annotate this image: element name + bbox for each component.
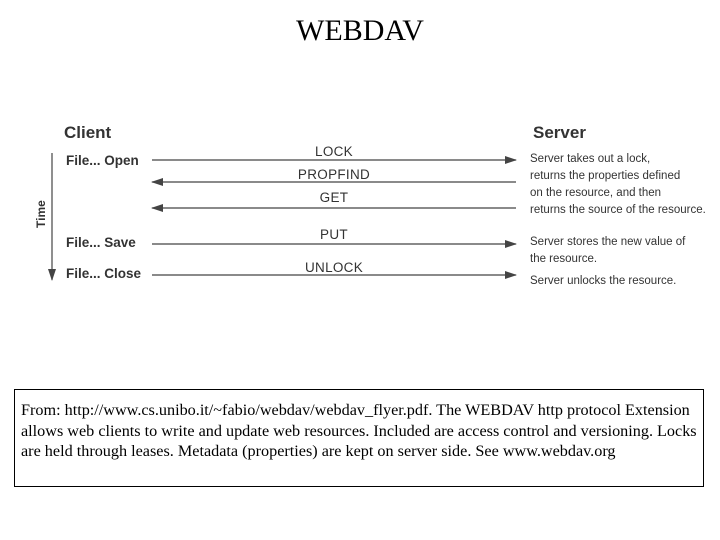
page-title: WEBDAV <box>296 14 424 47</box>
server-header: Server <box>533 123 586 142</box>
server-note-line: Server unlocks the resource. <box>530 275 677 287</box>
message-get-label: GET <box>319 190 349 205</box>
message-propfind-label: PROPFIND <box>297 167 371 182</box>
client-action-save: File... Save <box>66 235 136 250</box>
message-unlock-label: UNLOCK <box>304 260 364 275</box>
server-note-line: returns the source of the resource. <box>530 204 706 216</box>
caption-box: From: http://www.cs.unibo.it/~fabio/webdav/webdav_flyer.pdf. The WEBDAV http protocol Extension allows web clients to write and update web resources. Included are access control and versioning. Locks are held through leases. Metadata (properties) are kept on server side. See www.webdav.org <box>14 389 704 487</box>
message-lock-label: LOCK <box>315 144 353 159</box>
server-note-line: Server takes out a lock, <box>530 153 651 165</box>
server-note-line: returns the properties defined <box>530 170 681 182</box>
time-axis-label: Time <box>34 200 48 228</box>
client-action-open: File... Open <box>66 153 139 168</box>
client-action-close: File... Close <box>66 266 142 281</box>
message-put-label: PUT <box>320 227 348 242</box>
client-header: Client <box>64 123 112 142</box>
server-note-line: the resource. <box>530 253 598 265</box>
server-note-line: Server stores the new value of <box>530 236 686 248</box>
server-note-line: on the resource, and then <box>530 187 662 199</box>
